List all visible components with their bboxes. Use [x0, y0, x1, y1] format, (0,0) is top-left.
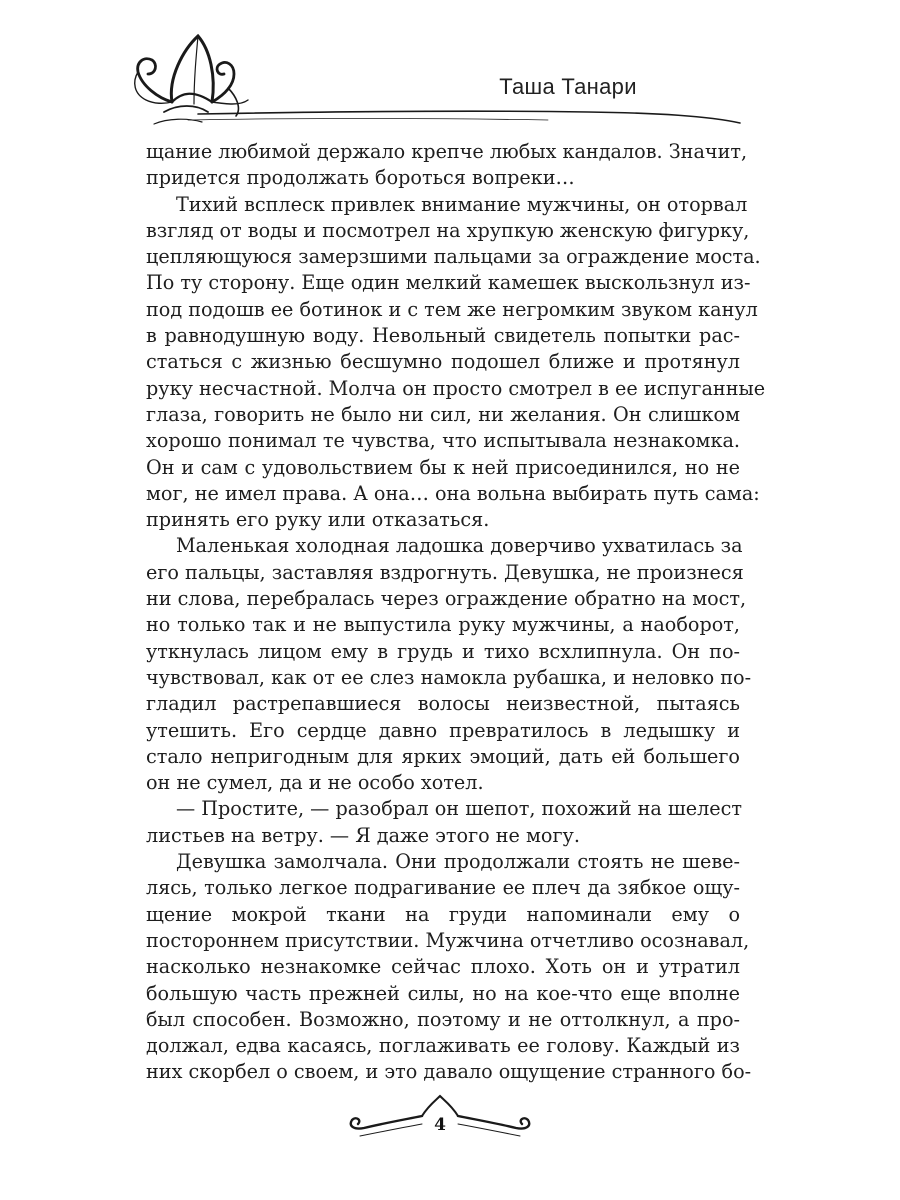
text-line: в равнодушную воду. Невольный свидетель попытки рас-	[146, 324, 740, 348]
text-line: Тихий всплеск привлек внимание мужчины, он оторвал	[176, 192, 748, 216]
text-line: руку несчастной. Молча он просто смотрел в ее испуганные	[146, 376, 766, 400]
text-line: его пальцы, заставляя вздрогнуть. Девушка, не произнеся	[146, 560, 744, 584]
text-line: должал, едва касаясь, поглаживать ее голову. Каждый из	[146, 1034, 740, 1058]
text-line: утешить. Его сердце давно превратилось в ледышку и	[146, 718, 740, 742]
text-line: щание любимой держало крепче любых кандалов. Значит,	[146, 140, 748, 163]
text-line: хорошо понимал те чувства, что испытывала незнакомка.	[146, 429, 740, 453]
text-line: придется продолжать бороться вопреки…	[146, 166, 575, 190]
text-line: — Простите, — разобрал он шепот, похожий на шелест	[176, 797, 743, 821]
text-line: щение мокрой ткани на груди напоминали ему о	[146, 902, 740, 926]
text-line: насколько незнакомке сейчас плохо. Хоть он и утратил	[146, 955, 740, 979]
text-line: стало непригодным для ярких эмоций, дать ей большего	[146, 744, 740, 768]
text-line: статься с жизнью бесшумно подошел ближе и протянул	[146, 350, 740, 374]
text-line: них скорбел о своем, и это давало ощущение странного бо-	[146, 1060, 752, 1084]
text-line: чувствовал, как от ее слез намокла рубашка, и неловко по-	[146, 665, 752, 689]
text-line: Маленькая холодная ладошка доверчиво ухватилась за	[176, 534, 743, 558]
page-number: 4	[434, 1115, 446, 1135]
text-line: мог, не имел права. А она… она вольна выбирать путь сама:	[146, 481, 760, 505]
text-line: взгляд от воды и посмотрел на хрупкую женскую фигурку,	[146, 218, 750, 242]
text-line: цепляющуюся замерзшими пальцами за ограждение моста.	[146, 245, 761, 269]
text-line: был способен. Возможно, поэтому и не оттолкнул, а про-	[146, 1007, 740, 1031]
text-line: глаза, говорить не было ни сил, ни желания. Он слишком	[146, 402, 740, 426]
text-line: постороннем присутствии. Мужчина отчетливо осознавал,	[146, 928, 750, 952]
text-line: большую часть прежней силы, но на кое-что еще вполне	[146, 981, 740, 1005]
text-line: но только так и не выпустила руку мужчины, а наоборот,	[146, 613, 740, 637]
text-line: он не сумел, да и не особо хотел.	[146, 771, 484, 795]
page-body-text	[146, 139, 766, 1086]
text-line: уткнулась лицом ему в грудь и тихо всхлипнула. Он по-	[146, 639, 740, 663]
text-line: По ту сторону. Еще один мелкий камешек выскользнул из-	[146, 271, 751, 295]
text-line: гладил растрепавшиеся волосы неизвестной, пытаясь	[146, 692, 740, 716]
text-line: лясь, только легкое подрагивание ее плеч да зябкое ощу-	[146, 876, 740, 900]
text-line: листьев на ветру. — Я даже этого не могу.	[146, 823, 580, 847]
text-line: Он и сам с удовольствием бы к ней присоединился, но не	[146, 455, 740, 479]
running-head-author: Таша Танари	[499, 74, 637, 99]
page-header	[128, 28, 748, 138]
text-line: принять его руку или отказаться.	[146, 508, 490, 532]
text-line: Девушка замолчала. Они продолжали стоять не шеве-	[176, 850, 740, 874]
page-footer	[340, 1090, 540, 1160]
text-line: под подошв ее ботинок и с тем же негромким звуком канул	[146, 297, 758, 321]
text-line: ни слова, перебралась через ограждение обратно на мост,	[146, 587, 747, 611]
